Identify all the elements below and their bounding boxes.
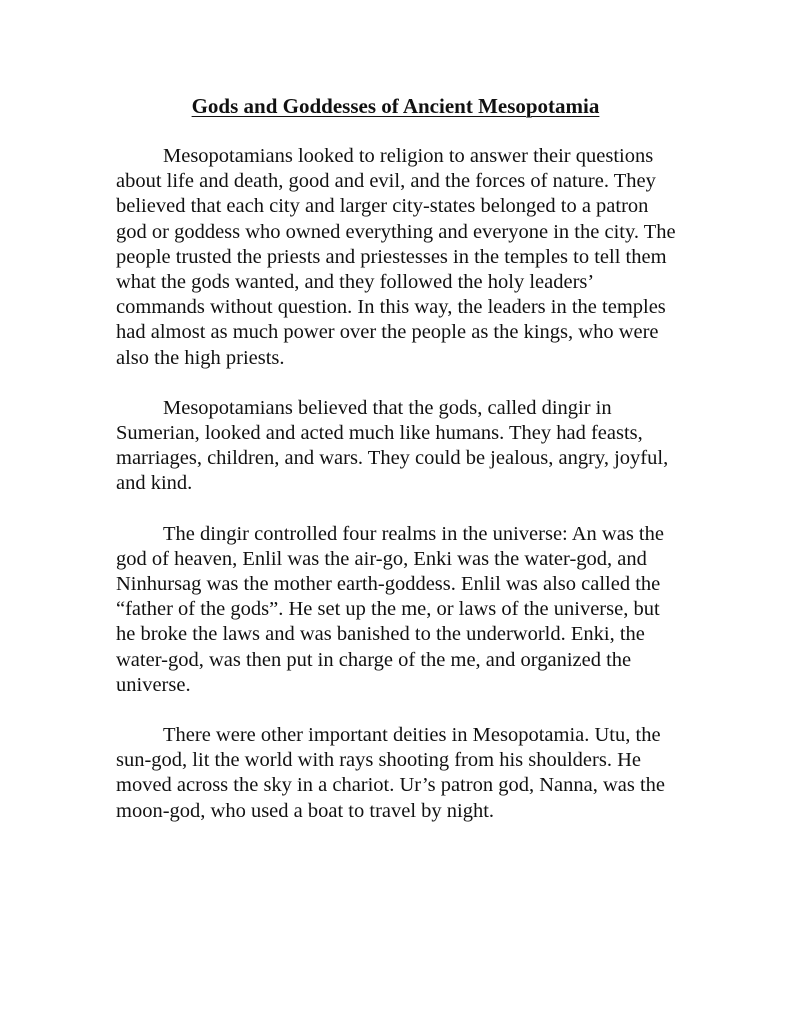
paragraph-other-deities: There were other important deities in Mesopotamia. Utu, the sun-god, lit the world with rays shooting from his shoulders. He moved across the sky in a chariot. Ur’s patron god, Nanna, was the moon-god, who used a boat to travel by night. (116, 724, 665, 822)
paragraph-dingir: Mesopotamians believed that the gods, called dingir in Sumerian, looked and acted much like humans. They had feasts, marriages, children, and wars. They could be jealous, angry, joyful, and kind. (116, 396, 669, 495)
paragraph-religion: Mesopotamians looked to religion to answer their questions about life and death, good and evil, and the forces of nature. They believed that each city and larger city-states belonged to a patron god or goddess who owned everything and everyone in the city. The people trusted the priests and priestesses in the temples to tell them what the gods wanted, and they followed the holy leaders’ commands without question. In this way, the leaders in the temples had almost as much power over the people as the kings, who were also the high priests. (116, 145, 676, 369)
document-body (116, 144, 681, 849)
page-title: Gods and Goddesses of Ancient Mesopotamia (191, 94, 600, 118)
paragraph-four-realms: The dingir controlled four realms in the universe: An was the god of heaven, Enlil was the air-go, Enki was the water-god, and Ninhursag was the mother earth-goddess. Enlil was also called the “father of the gods”. He set up the me, or laws of the universe, but he broke the laws and was banished to the underworld. Enki, the water-god, was then put in charge of the me, and organized the universe. (116, 522, 664, 696)
